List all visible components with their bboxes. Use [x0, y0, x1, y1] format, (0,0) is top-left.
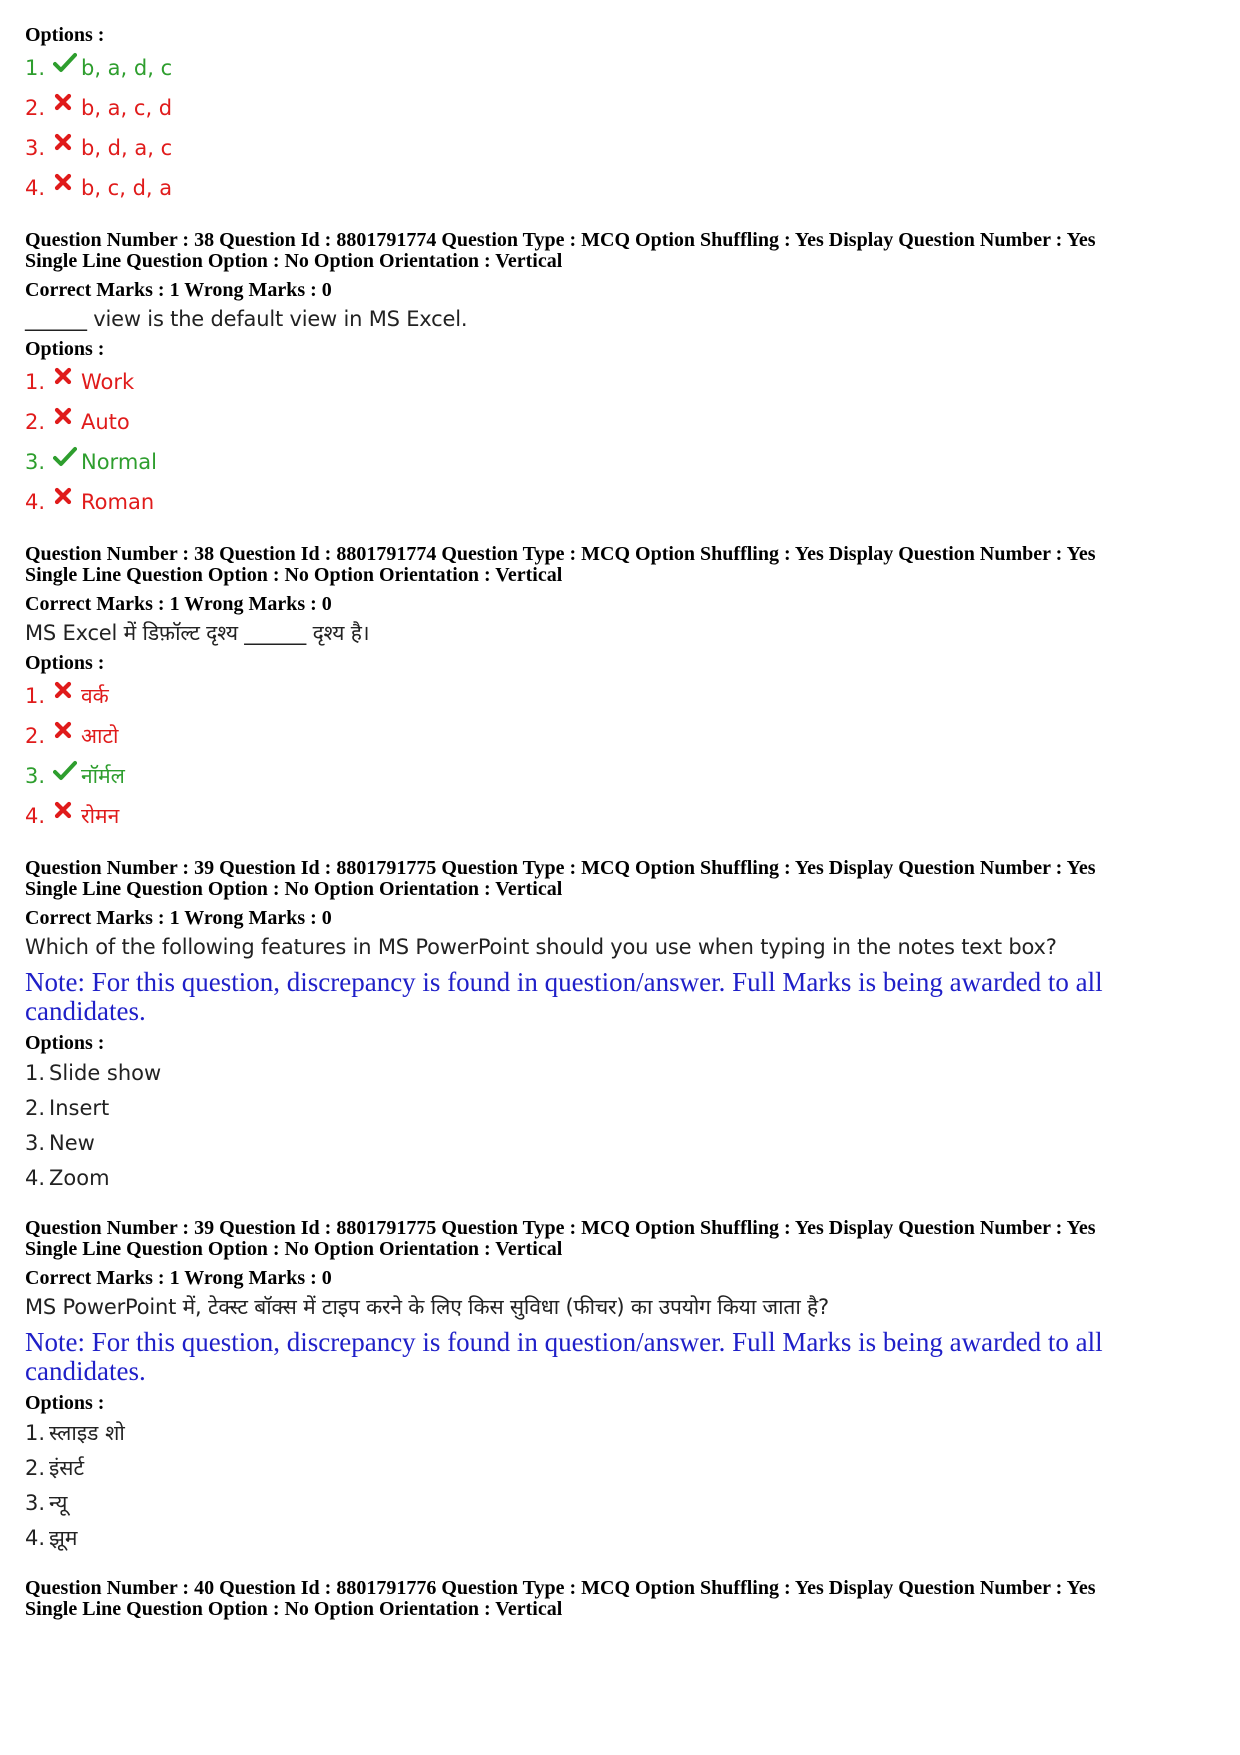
option-text: झूम — [49, 1526, 78, 1550]
question-text: ______ view is the default view in MS Excel. — [25, 307, 468, 331]
question-block-39-hindi — [25, 1218, 1225, 1556]
question-meta-line-2: Single Line Question Option : No Option Orientation : Vertical — [25, 878, 563, 900]
question-meta-line-1: Question Number : 38 Question Id : 8801791774 Question Type : MCQ Option Shuffling : Yes Display Question Number : Yes — [25, 543, 1096, 565]
option-number: 3. — [25, 764, 46, 788]
question-marks: Correct Marks : 1 Wrong Marks : 0 — [25, 1267, 332, 1289]
option-number: 4. — [25, 804, 46, 828]
question-text: MS Excel में डिफ़ॉल्ट दृश्य ______ दृश्य है। — [25, 621, 370, 645]
option-text: इंसर्ट — [49, 1456, 85, 1480]
option-text: न्यू — [49, 1491, 68, 1515]
option-text: New — [49, 1131, 95, 1155]
option-text: b, d, a, c — [81, 136, 173, 160]
option-item — [25, 442, 1225, 482]
option-number: 1. — [25, 1061, 46, 1085]
options-label: Options : — [25, 338, 105, 360]
option-number: 2. — [25, 724, 46, 748]
option-item — [25, 1091, 1225, 1126]
question-paper — [25, 22, 1225, 1620]
option-item — [25, 1161, 1225, 1196]
question-block-39-english — [25, 858, 1225, 1196]
cross-icon — [53, 174, 79, 202]
question-block-38-english — [25, 230, 1225, 522]
options-list — [25, 676, 1225, 836]
cross-icon — [53, 368, 79, 396]
options-label: Options : — [25, 1032, 105, 1054]
question-meta-line-2: Single Line Question Option : No Option Orientation : Vertical — [25, 250, 563, 272]
option-number: 2. — [25, 96, 46, 120]
option-number: 1. — [25, 370, 46, 394]
question-block-38-hindi — [25, 544, 1225, 836]
option-text: Slide show — [49, 1061, 162, 1085]
option-text: स्लाइड शो — [49, 1421, 125, 1445]
option-text: आटो — [81, 724, 119, 748]
cross-icon — [53, 488, 79, 516]
option-number: 4. — [25, 1166, 46, 1190]
option-item — [25, 1486, 1225, 1521]
cross-icon — [53, 94, 79, 122]
option-number: 3. — [25, 450, 46, 474]
option-number: 3. — [25, 1491, 46, 1515]
option-item — [25, 402, 1225, 442]
option-number: 4. — [25, 490, 46, 514]
option-item — [25, 756, 1225, 796]
option-text: Zoom — [49, 1166, 110, 1190]
option-text: Work — [81, 370, 135, 394]
option-number: 4. — [25, 1526, 46, 1550]
question-text: MS PowerPoint में, टेक्स्ट बॉक्स में टाइप करने के लिए किस सुविधा (फीचर) का उपयोग किया जाता है? — [25, 1295, 829, 1319]
discrepancy-note: Note: For this question, discrepancy is found in question/answer. Full Marks is being awarded to all candidates. — [25, 1327, 1103, 1386]
option-text: Insert — [49, 1096, 110, 1120]
option-item — [25, 1056, 1225, 1091]
option-text: b, a, d, c — [81, 56, 173, 80]
check-icon — [53, 448, 79, 476]
option-item — [25, 1416, 1225, 1451]
option-item — [25, 1126, 1225, 1161]
option-number: 4. — [25, 176, 46, 200]
option-text: b, a, c, d — [81, 96, 173, 120]
check-icon — [53, 54, 79, 82]
question-meta-line-2: Single Line Question Option : No Option Orientation : Vertical — [25, 1238, 563, 1260]
options-label: Options : — [25, 652, 105, 674]
option-item — [25, 168, 1225, 208]
option-number: 1. — [25, 684, 46, 708]
options-list — [25, 1056, 1225, 1196]
options-list — [25, 48, 1225, 208]
option-item — [25, 796, 1225, 836]
option-item — [25, 128, 1225, 168]
cross-icon — [53, 134, 79, 162]
option-item — [25, 88, 1225, 128]
cross-icon — [53, 682, 79, 710]
option-text: रोमन — [81, 804, 120, 828]
option-number: 1. — [25, 56, 46, 80]
option-item — [25, 362, 1225, 402]
option-text: Auto — [81, 410, 130, 434]
question-marks: Correct Marks : 1 Wrong Marks : 0 — [25, 907, 332, 929]
option-number: 2. — [25, 1456, 46, 1480]
question-meta-line-1: Question Number : 40 Question Id : 8801791776 Question Type : MCQ Option Shuffling : Yes Display Question Number : Yes — [25, 1577, 1096, 1599]
option-number: 3. — [25, 136, 46, 160]
option-item — [25, 48, 1225, 88]
question-meta-line-2: Single Line Question Option : No Option Orientation : Vertical — [25, 564, 563, 586]
option-text: नॉर्मल — [81, 764, 125, 788]
question-meta-line-2: Single Line Question Option : No Option Orientation : Vertical — [25, 1598, 563, 1620]
option-item — [25, 676, 1225, 716]
option-item — [25, 1521, 1225, 1556]
option-number: 3. — [25, 1131, 46, 1155]
cross-icon — [53, 408, 79, 436]
cross-icon — [53, 802, 79, 830]
question-block-37-options — [25, 22, 1225, 208]
option-number: 2. — [25, 410, 46, 434]
question-meta-line-1: Question Number : 39 Question Id : 8801791775 Question Type : MCQ Option Shuffling : Yes Display Question Number : Yes — [25, 857, 1096, 879]
question-marks: Correct Marks : 1 Wrong Marks : 0 — [25, 593, 332, 615]
options-list — [25, 362, 1225, 522]
check-icon — [53, 762, 79, 790]
option-number: 1. — [25, 1421, 46, 1445]
question-meta-line-1: Question Number : 38 Question Id : 8801791774 Question Type : MCQ Option Shuffling : Yes Display Question Number : Yes — [25, 229, 1096, 251]
options-label: Options : — [25, 1392, 105, 1414]
option-text: Normal — [81, 450, 157, 474]
discrepancy-note: Note: For this question, discrepancy is found in question/answer. Full Marks is being awarded to all candidates. — [25, 967, 1103, 1026]
option-item — [25, 716, 1225, 756]
cross-icon — [53, 722, 79, 750]
option-number: 2. — [25, 1096, 46, 1120]
options-list — [25, 1416, 1225, 1556]
option-item — [25, 482, 1225, 522]
option-text: वर्क — [81, 684, 109, 708]
option-text: Roman — [81, 490, 155, 514]
options-label: Options : — [25, 24, 105, 46]
option-item — [25, 1451, 1225, 1486]
option-text: b, c, d, a — [81, 176, 173, 200]
question-block-40 — [25, 1578, 1225, 1620]
question-text: Which of the following features in MS PowerPoint should you use when typing in the notes text box? — [25, 935, 1057, 959]
question-marks: Correct Marks : 1 Wrong Marks : 0 — [25, 279, 332, 301]
question-meta-line-1: Question Number : 39 Question Id : 8801791775 Question Type : MCQ Option Shuffling : Yes Display Question Number : Yes — [25, 1217, 1096, 1239]
